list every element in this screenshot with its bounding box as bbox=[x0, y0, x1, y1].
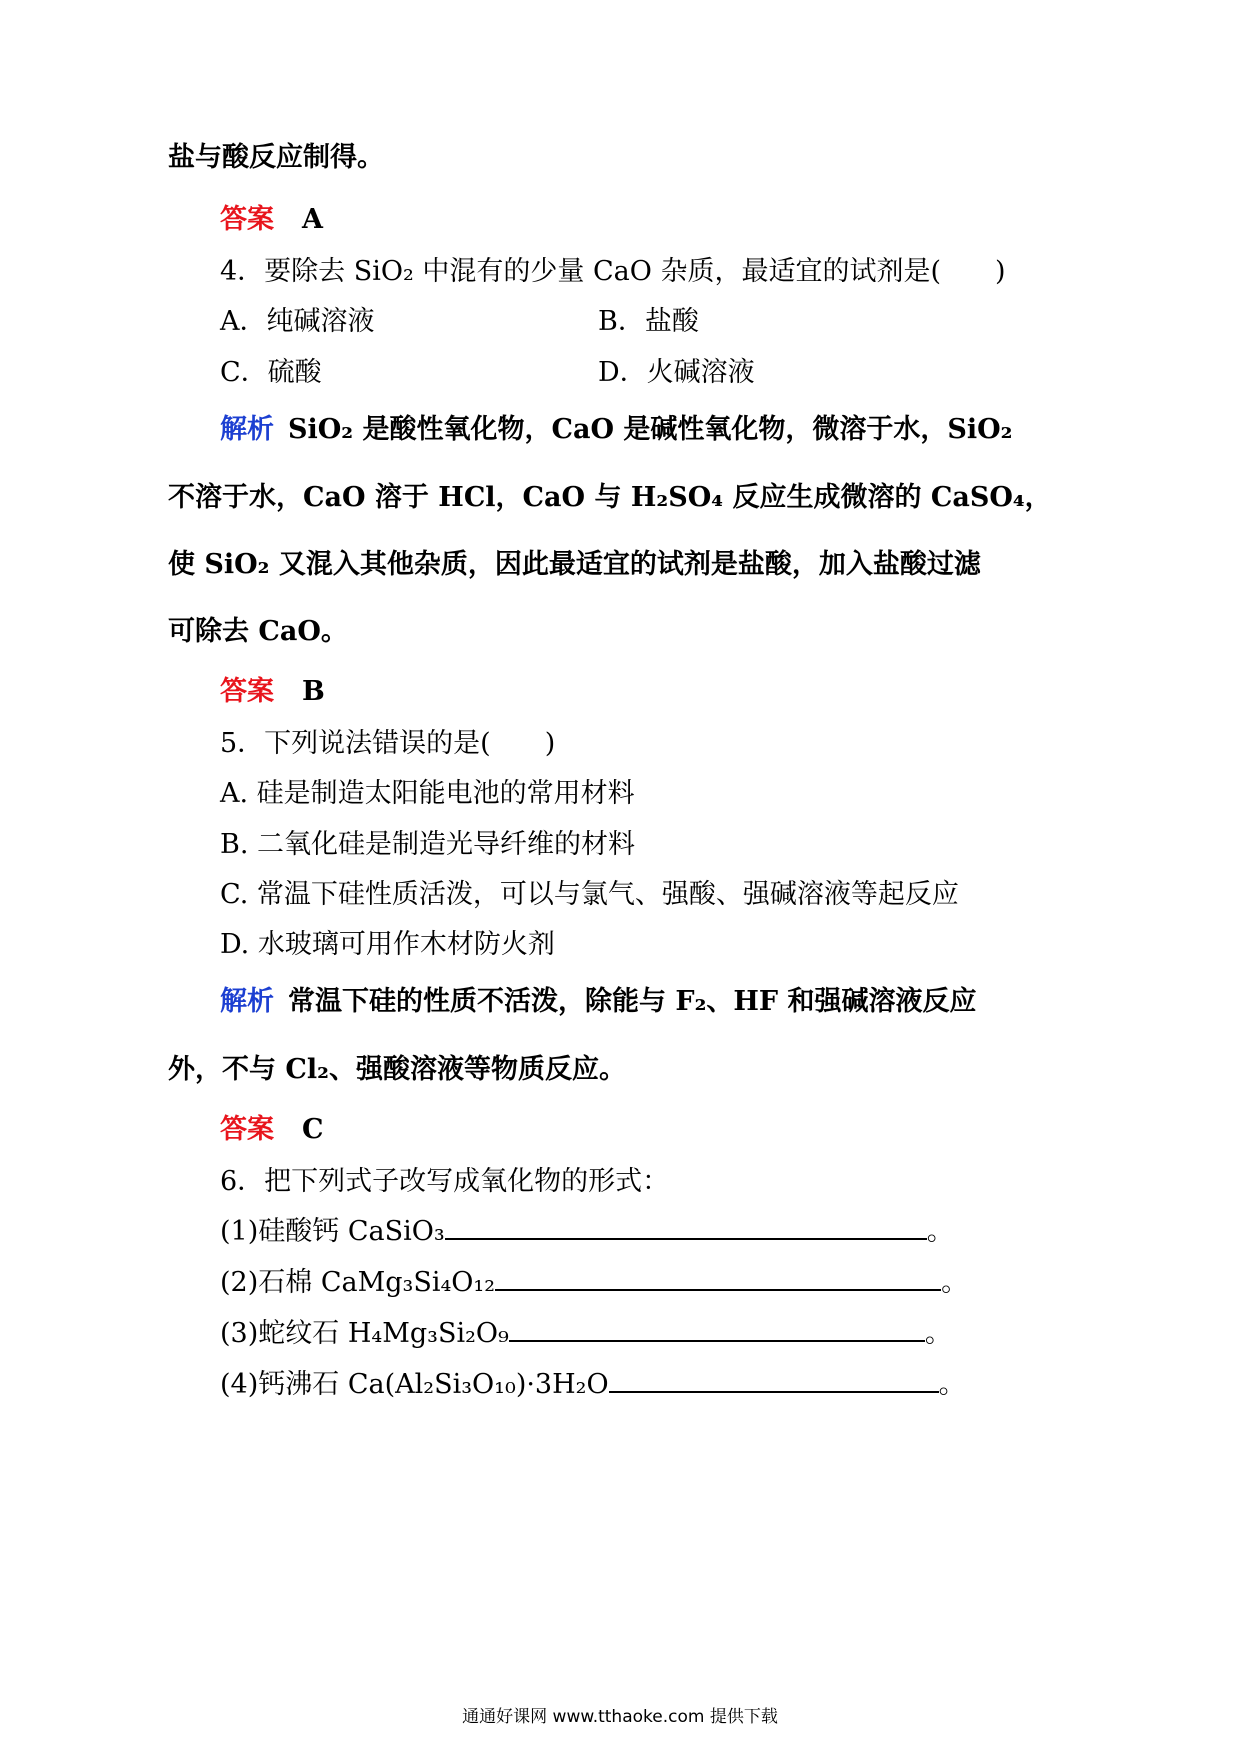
answer-value: C bbox=[302, 1114, 324, 1145]
answer-5 bbox=[220, 1112, 324, 1148]
q4-option-c: C．硫酸 bbox=[220, 357, 322, 388]
q5-option-b: B. 二氧化硅是制造光导纤维的材料 bbox=[220, 829, 636, 860]
analysis-5-line-2: 外，不与 Cl₂、强酸溶液等物质反应。 bbox=[168, 1054, 626, 1085]
question-5: 5．下列说法错误的是( ) bbox=[220, 728, 556, 759]
analysis-4-line-1: 解析 SiO₂ 是酸性氧化物，CaO 是碱性氧化物，微溶于水，SiO₂ bbox=[220, 414, 1013, 445]
analysis-4-line-4: 可除去 CaO。 bbox=[168, 616, 348, 647]
answer-value: A bbox=[302, 204, 323, 235]
page-footer: 通通好课网 www.tthaoke.com 提供下载 bbox=[462, 1707, 778, 1727]
answer-4 bbox=[220, 674, 325, 710]
answer-label: 答案 bbox=[220, 1114, 274, 1145]
q4-option-d: D．火碱溶液 bbox=[598, 357, 755, 388]
q6-item-4: (4)钙沸石 Ca(Al₂Si₃O₁₀)·3H₂O 。 bbox=[220, 1369, 966, 1400]
analysis-4-line-2: 不溶于水，CaO 溶于 HCl，CaO 与 H₂SO₄ 反应生成微溶的 CaSO₄， bbox=[168, 482, 1052, 513]
answer-value: B bbox=[302, 676, 325, 707]
q6-item-3: (3)蛇纹石 H₄Mg₃Si₂O₉ 。 bbox=[220, 1318, 952, 1349]
analysis-5-line-1: 解析 常温下硅的性质不活泼，除能与 F₂、HF 和强碱溶液反应 bbox=[220, 986, 977, 1017]
answer-blank[interactable] bbox=[445, 1216, 927, 1240]
question-6: 6．把下列式子改写成氧化物的形式： bbox=[220, 1166, 670, 1197]
answer-label: 答案 bbox=[220, 204, 274, 235]
analysis-4-line-3: 使 SiO₂ 又混入其他杂质，因此最适宜的试剂是盐酸，加入盐酸过滤 bbox=[168, 549, 981, 580]
answer-3 bbox=[220, 202, 323, 238]
question-4: 4．要除去 SiO₂ 中混有的少量 CaO 杂质，最适宜的试剂是( ) bbox=[220, 256, 1006, 287]
q5-option-d: D. 水玻璃可用作木材防火剂 bbox=[220, 929, 555, 960]
q4-option-b: B．盐酸 bbox=[598, 306, 699, 337]
answer-blank[interactable] bbox=[509, 1318, 925, 1342]
q6-item-2: (2)石棉 CaMg₃Si₄O₁₂ 。 bbox=[220, 1267, 969, 1298]
answer-blank[interactable] bbox=[609, 1369, 939, 1393]
q5-option-c: C. 常温下硅性质活泼，可以与氯气、强酸、强碱溶液等起反应 bbox=[220, 879, 959, 910]
q6-item-1: (1)硅酸钙 CaSiO₃ 。 bbox=[220, 1216, 954, 1247]
answer-label: 答案 bbox=[220, 676, 274, 707]
q4-option-a: A．纯碱溶液 bbox=[220, 306, 375, 337]
analysis-label: 解析 bbox=[220, 414, 274, 445]
continued-text: 盐与酸反应制得。 bbox=[168, 142, 384, 173]
q5-option-a: A. 硅是制造太阳能电池的常用材料 bbox=[220, 778, 635, 809]
answer-blank[interactable] bbox=[495, 1267, 941, 1291]
analysis-label: 解析 bbox=[220, 986, 274, 1017]
